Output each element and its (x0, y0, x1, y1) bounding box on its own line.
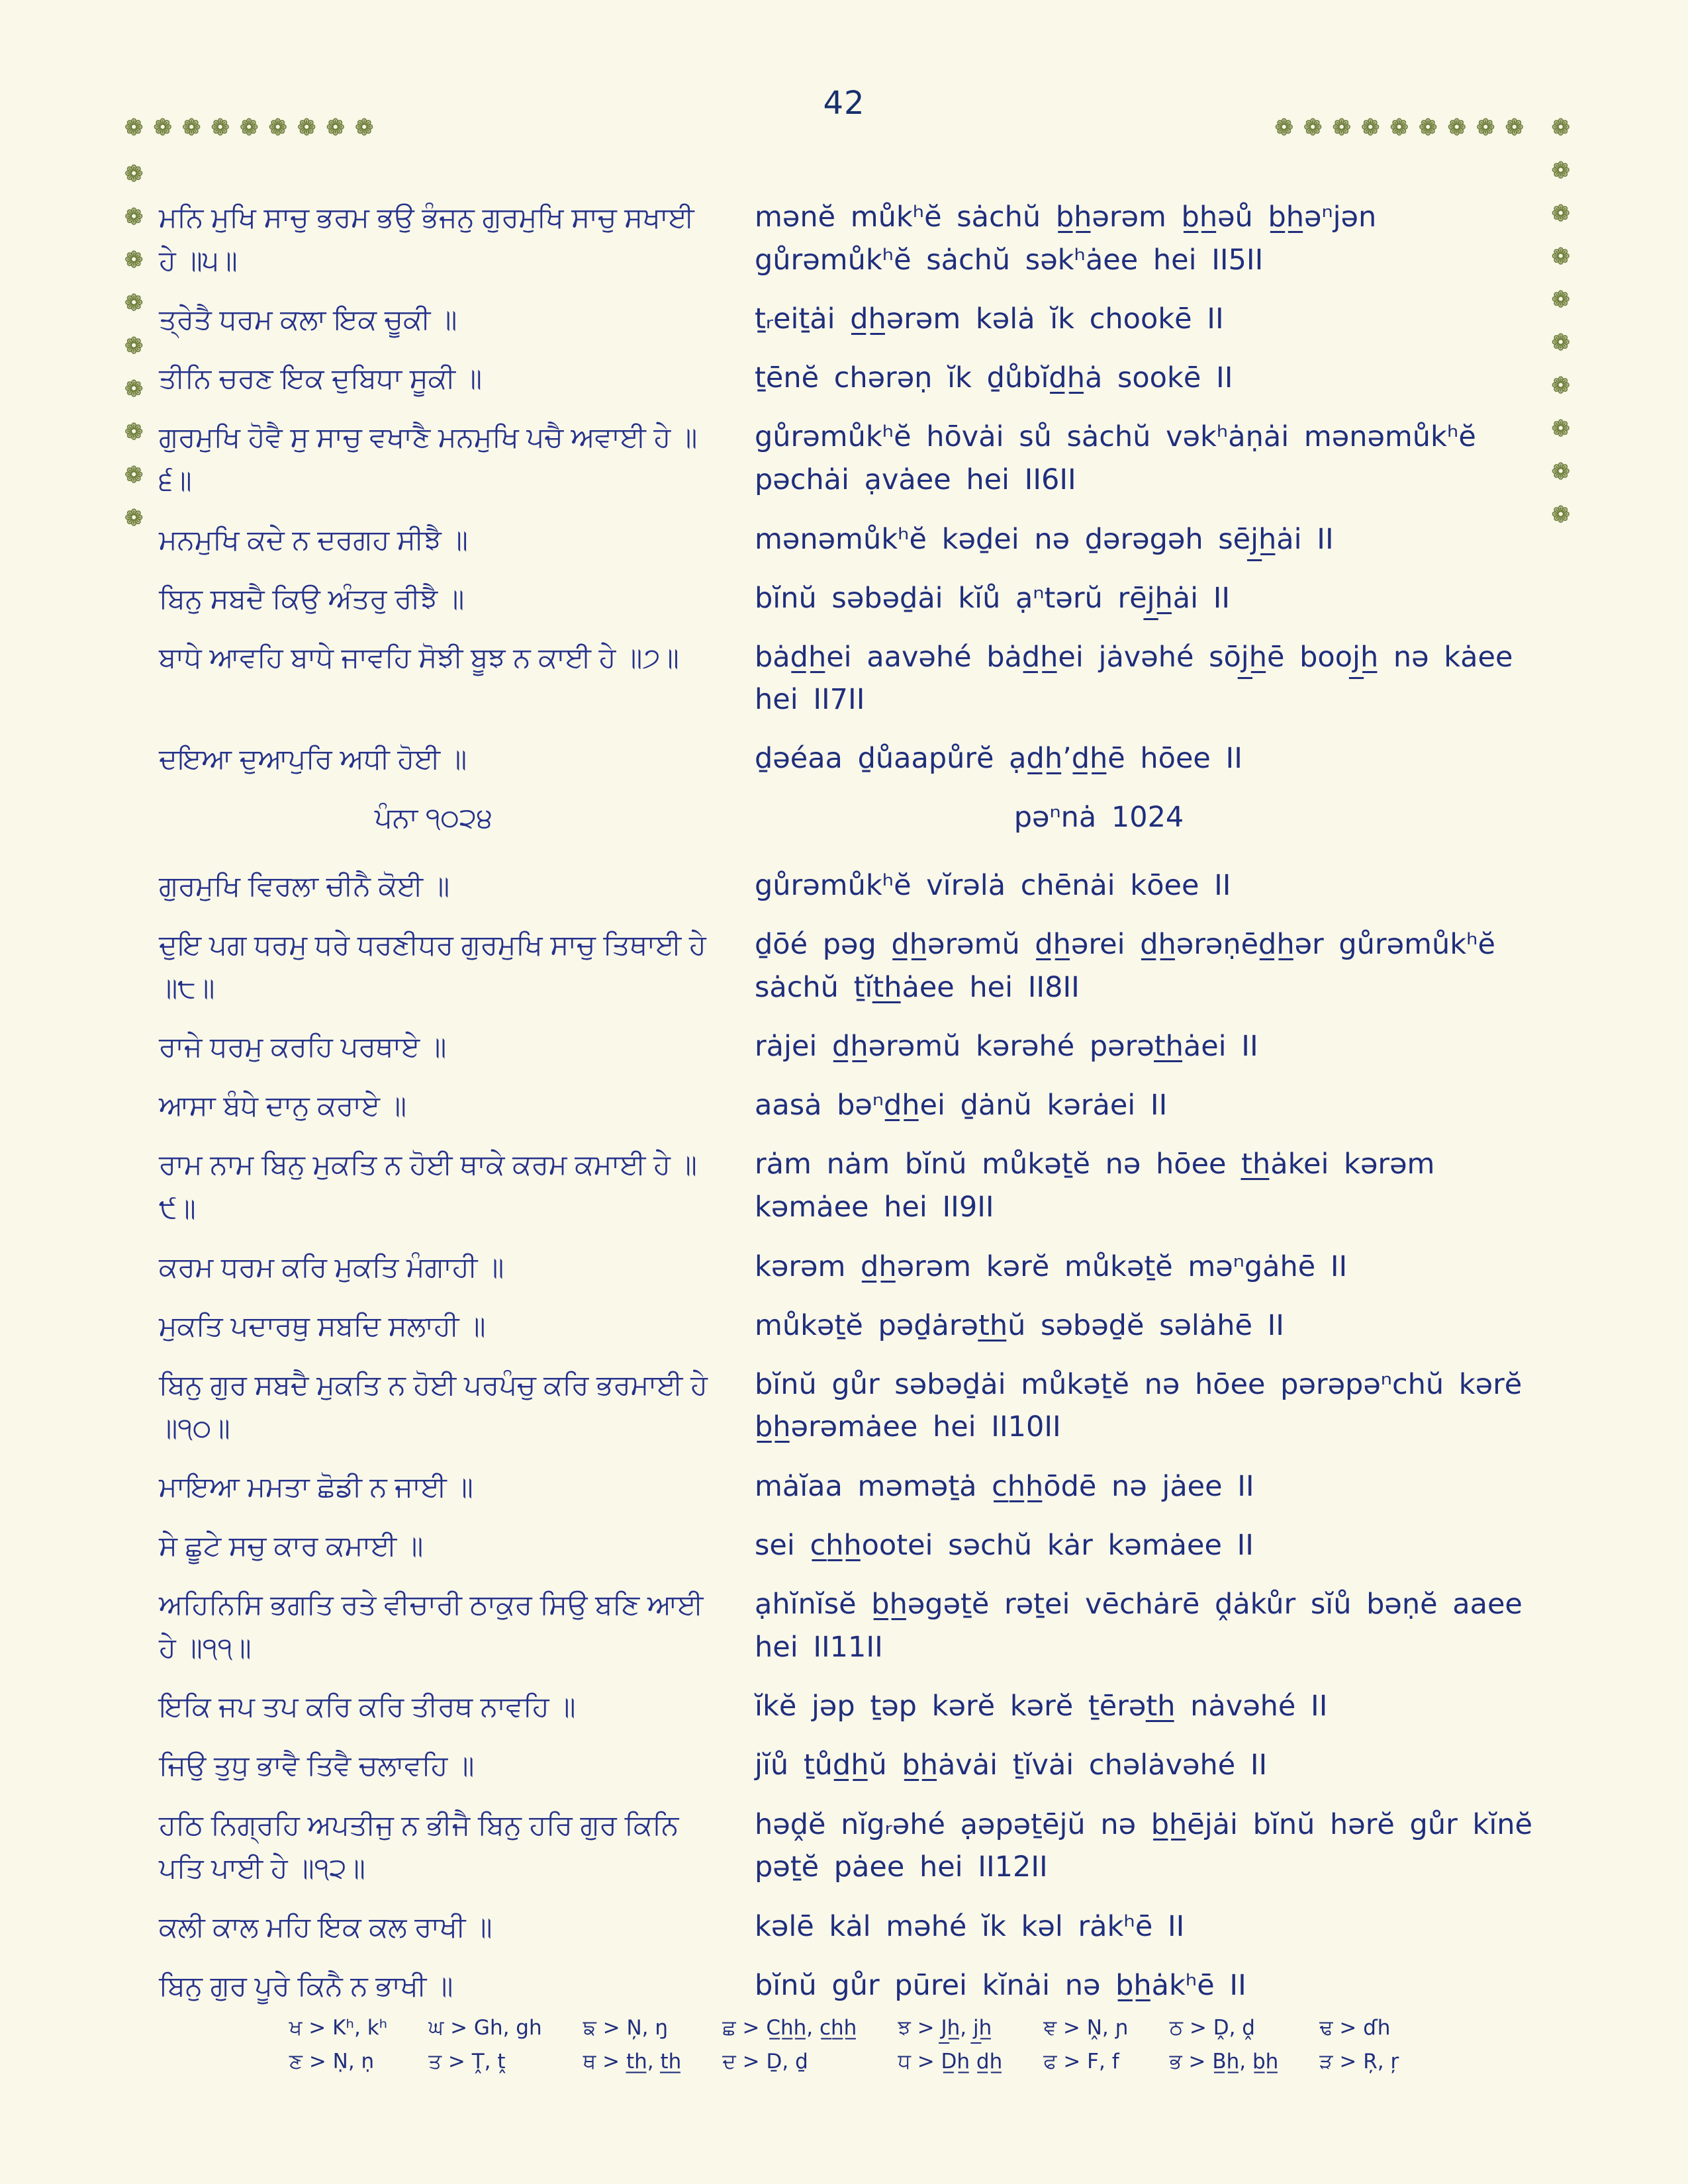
flower-icon: ❁ (211, 114, 230, 141)
flower-border-top-left (124, 116, 374, 139)
legend-item: ਠ > Ḓ, ḓ (1169, 2016, 1255, 2040)
transliteration-text: mȧĭaa məməṯȧ c̲h̲h̲ōdē nə jȧee II (755, 1469, 1254, 1503)
gurmukhi-text: ਕਰਮ ਧਰਮ ਕਰਿ ਮੁਕਤਿ ਮੰਗਾਹੀ ॥ (159, 1251, 504, 1283)
flower-icon: ❁ (1551, 114, 1570, 141)
gurmukhi-text: ਆਸਾ ਬੰਧੇ ਦਾਨੁ ਕਰਾਏ ॥ (159, 1090, 407, 1122)
verse-row (159, 1803, 1534, 1889)
verse-row (159, 1025, 1534, 1068)
verse-row (159, 1744, 1534, 1787)
flower-icon: ❁ (1551, 201, 1570, 227)
verse-row (159, 923, 1534, 1009)
verse-row (159, 1084, 1534, 1127)
page-number: 42 (823, 85, 865, 122)
flower-icon: ❁ (1505, 114, 1524, 141)
verse-row (159, 1143, 1534, 1229)
verse-row (159, 1246, 1534, 1289)
flower-icon: ❁ (124, 247, 144, 273)
gurmukhi-text: ਗੁਰਮੁਖਿ ਹੋਵੈ ਸੁ ਸਾਚੁ ਵਖਾਣੈ ਮਨਮੁਖਿ ਪਚੈ ਅਵਾਈ ਹੇ ॥੬॥ (159, 422, 698, 496)
legend-item: ਤ > Ṱ, ṱ (428, 2050, 506, 2073)
verse-row (159, 864, 1534, 907)
flower-icon: ❁ (124, 114, 144, 141)
gurmukhi-text: ਮਨਿ ਮੁਖਿ ਸਾਚੁ ਭਰਮ ਭਉ ਭੰਜਨੁ ਗੁਰਮੁਖਿ ਸਾਚੁ ਸਖਾਈ ਹੇ ॥੫॥ (159, 202, 694, 277)
transliteration-text: ĭkĕ jəp ṯəp kərĕ kərĕ ṯērət̲h̲ nȧvəhé II (755, 1690, 1328, 1723)
transliteration-text: gůrəmůkʰĕ vĭrəlȧ chēnȧi kōee II (755, 868, 1231, 902)
flower-icon: ❁ (1447, 114, 1466, 141)
flower-icon: ❁ (1551, 459, 1570, 485)
flower-icon: ❁ (1551, 158, 1570, 184)
verse-row (159, 1905, 1534, 1948)
transliteration-text: ṯᵣeiṯȧi d̲h̲ərəm kəlȧ ĭk chookē II (755, 302, 1224, 336)
flower-icon: ❁ (355, 114, 374, 141)
transliteration-text: həḓĕ nĭgᵣəhé ạəpəṯējŭ nə b̲h̲ējȧi bĭnŭ hərĕ gůr kĭnĕ pəṯĕ pȧee hei II12II (755, 1807, 1532, 1884)
gurmukhi-text: ਪੰਨਾ ੧੦੨੪ (374, 801, 493, 833)
verse-row (159, 416, 1534, 502)
legend-item: ਘ > Gh, gh (428, 2016, 542, 2040)
transliteration-text: rȧjei d̲h̲ərəmŭ kərəhé pərət̲h̲ȧei II (755, 1030, 1258, 1064)
gurmukhi-text: ਕਲੀ ਕਾਲ ਮਹਿ ਇਕ ਕਲ ਰਾਖੀ ॥ (159, 1911, 492, 1942)
flower-icon: ❁ (1274, 114, 1293, 141)
flower-icon: ❁ (124, 290, 144, 316)
transliteration-text: kəlē kȧl məhé ĭk kəl rȧkʰē II (755, 1909, 1185, 1943)
transliteration-text: kərəm d̲h̲ərəm kərĕ můkəṯĕ məⁿgȧhē II (755, 1250, 1348, 1283)
verse-row (159, 737, 1534, 780)
transliteration-text: ṯēnĕ chərəṇ ĭk ḏůbĭd̲h̲ȧ sookē II (755, 361, 1233, 395)
transliteration-text: gůrəmůkʰĕ hōvȧi sů sȧchŭ vəkʰȧṇȧi mənəmůkʰĕ pəchȧi ạvȧee hei II6II (755, 420, 1476, 496)
flower-icon: ❁ (1476, 114, 1495, 141)
verse-row (159, 1465, 1534, 1508)
flower-icon: ❁ (124, 333, 144, 359)
gurmukhi-text: ਰਾਜੇ ਧਰਮੁ ਕਰਹਿ ਪਰਥਾਏ ॥ (159, 1031, 447, 1063)
transliteration-text: ạhĭnĭsĕ b̲h̲əgəṯĕ rəṯei vēchȧrē ḓȧkůr sĭů bəṇĕ aaee hei II11II (755, 1588, 1523, 1664)
verse-row (159, 518, 1534, 561)
flower-icon: ❁ (124, 204, 144, 230)
legend-item: ਫ > F, f (1043, 2050, 1119, 2073)
gurmukhi-text: ਮਨਮੁਖਿ ਕਦੇ ਨ ਦਰਗਹ ਸੀਝੈ ॥ (159, 523, 468, 555)
flower-icon: ❁ (297, 114, 316, 141)
flower-icon: ❁ (1361, 114, 1380, 141)
transliteration-text: mənəmůkʰĕ kəḏei nə ḏərəgəh sēj̲h̲ȧi II (755, 522, 1334, 556)
legend-item: ਭ > B̲h̲, b̲h̲ (1169, 2050, 1279, 2073)
transliteration-text: ḏəéaa ḏůaapůrĕ ạd̲h̲’d̲h̲ē hōee II (755, 741, 1243, 775)
flower-icon: ❁ (240, 114, 259, 141)
flower-icon: ❁ (1551, 244, 1570, 270)
gurmukhi-text: ਜਿਉ ਤੁਧੁ ਭਾਵੈ ਤਿਵੈ ਚਲਾਵਹਿ ॥ (159, 1750, 475, 1782)
gurmukhi-text: ਤ੍ਰੇਤੈ ਧਰਮ ਕਲਾ ਇਕ ਚੂਕੀ ॥ (159, 304, 457, 336)
flower-icon: ❁ (153, 114, 172, 141)
transliteration-text: rȧm nȧm bĭnŭ můkəṯĕ nə hōee t̲h̲ȧkei kərəm kəmȧee hei II9II (755, 1148, 1435, 1224)
gurmukhi-text: ਗੁਰਮੁਖਿ ਵਿਰਲਾ ਚੀਨੈ ਕੋਈ ॥ (159, 870, 450, 901)
gurmukhi-text: ਅਹਿਨਿਸਿ ਭਗਤਿ ਰਤੇ ਵੀਚਾਰੀ ਠਾਕੁਰ ਸਿਉ ਬਣਿ ਆਈ ਹੇ ॥੧੧॥ (159, 1589, 704, 1664)
legend-item: ਝ > J̲h̲, j̲h̲ (898, 2016, 992, 2040)
gurmukhi-text: ਮਾਇਆ ਮਮਤਾ ਛੋਡੀ ਨ ਜਾਈ ॥ (159, 1471, 473, 1502)
flower-icon: ❁ (124, 161, 144, 187)
flower-border-top-right (1275, 116, 1524, 139)
verse-row (159, 1524, 1534, 1567)
gurmukhi-text: ਬਿਨੁ ਸਬਦੈ ਕਿਉ ਅੰਤਰੁ ਰੀਝੈ ॥ (159, 582, 465, 614)
transliteration-text: mənĕ můkʰĕ sȧchŭ b̲h̲ərəm b̲h̲əů b̲h̲əⁿjən gůrəmůkʰĕ sȧchŭ səkʰȧee hei II5II (755, 201, 1377, 277)
verse-row (159, 1583, 1534, 1669)
legend-item: ਛ > C̲h̲h̲, c̲h̲h̲ (722, 2016, 857, 2040)
legend-item: ਧ > D̲h̲ d̲h̲ (898, 2050, 1003, 2073)
transliteration-text: aasȧ bəⁿd̲h̲ei ḏȧnŭ kərȧei II (755, 1089, 1168, 1122)
page-break-row (159, 796, 1534, 839)
transliteration-text: můkəṯĕ pəḏȧrət̲h̲ŭ səbəḏĕ səlȧhē II (755, 1308, 1284, 1342)
verse-row (159, 1304, 1534, 1347)
transliteration-text: pəⁿnȧ 1024 (1013, 800, 1184, 834)
gurmukhi-text: ਰਾਮ ਨਾਮ ਬਿਨੁ ਮੁਕਤਿ ਨ ਹੋਈ ਥਾਕੇ ਕਰਮ ਕਮਾਈ ਹੇ ॥੯॥ (159, 1149, 697, 1224)
flower-icon: ❁ (124, 376, 144, 402)
flower-border-right (1552, 116, 1571, 526)
flower-icon: ❁ (1551, 287, 1570, 313)
flower-border-left (124, 163, 144, 529)
verse-row (159, 636, 1534, 721)
legend-item: ਞ > Ṋ, ɲ (1043, 2016, 1129, 2040)
verse-table (159, 196, 1534, 2002)
transliteration-text: bĭnŭ səbəḏȧi kĭů ạⁿtərŭ rēj̲h̲ȧi II (755, 581, 1231, 615)
gurmukhi-text: ਬਾਧੇ ਆਵਹਿ ਬਾਧੇ ਜਾਵਹਿ ਸੋਝੀ ਬੂਝ ਨ ਕਾਈ ਹੇ ॥੭॥ (159, 641, 679, 673)
transliteration-text: ḏōé pəg d̲h̲ərəmŭ d̲h̲ərei d̲h̲ərəṇēd̲h̲ər gůrəmůkʰĕ sȧchŭ ṯĭt̲h̲ȧee hei II8II (755, 928, 1495, 1004)
gurmukhi-text: ਤੀਨਿ ਚਰਣ ਇਕ ਦੁਬਿਧਾ ਸੂਕੀ ॥ (159, 363, 483, 394)
transliteration-text: bĭnŭ gůr səbəḏȧi můkəṯĕ nə hōee pərəpəⁿchŭ kərĕ b̲h̲ərəmȧee hei II10II (755, 1367, 1523, 1444)
verse-row (159, 357, 1534, 400)
flower-icon: ❁ (1551, 502, 1570, 528)
flower-icon: ❁ (326, 114, 345, 141)
verse-row (159, 1685, 1534, 1728)
flower-icon: ❁ (1551, 330, 1570, 356)
flower-icon: ❁ (124, 462, 144, 488)
gurmukhi-text: ਦੁਇ ਪਗ ਧਰਮੁ ਧਰੇ ਧਰਣੀਧਰ ਗੁਰਮੁਖਿ ਸਾਚੁ ਤਿਥਾਈ ਹੇ ॥੮॥ (159, 929, 706, 1004)
flower-icon: ❁ (268, 114, 287, 141)
flower-icon: ❁ (124, 419, 144, 445)
transliteration-text: bȧd̲h̲ei aavəhé bȧd̲h̲ei jȧvəhé sōj̲h̲ē booj̲h̲ nə kȧee hei II7II (755, 640, 1513, 717)
verse-row (159, 196, 1534, 282)
gurmukhi-text: ਮੁਕਤਿ ਪਦਾਰਥੁ ਸਬਦਿ ਸਲਾਹੀ ॥ (159, 1310, 486, 1342)
flower-icon: ❁ (124, 505, 144, 531)
legend-item: ਣ > Ṇ, ṇ (289, 2050, 375, 2073)
verse-row (159, 298, 1534, 341)
legend-item: ਙ > Ņ, ŋ (583, 2016, 668, 2040)
flower-icon: ❁ (1332, 114, 1351, 141)
flower-icon: ❁ (1303, 114, 1323, 141)
gurmukhi-text: ਹਠਿ ਨਿਗ੍ਰਹਿ ਅਪਤੀਜੁ ਨ ਭੀਜੈ ਬਿਨੁ ਹਰਿ ਗੁਰ ਕਿਨਿ ਪਤਿ ਪਾਈ ਹੇ ॥੧੨॥ (159, 1809, 679, 1884)
transliteration-text: sei c̲h̲h̲ootei səchŭ kȧr kəmȧee II (755, 1529, 1254, 1563)
flower-icon: ❁ (1551, 416, 1570, 442)
flower-icon: ❁ (1389, 114, 1409, 141)
gurmukhi-text: ਦਇਆ ਦੁਆਪੁਰਿ ਅਧੀ ਹੋਈ ॥ (159, 743, 467, 774)
flower-icon: ❁ (1419, 114, 1438, 141)
verse-row (159, 1363, 1534, 1449)
legend-item: ਖ > Kʰ, kʰ (289, 2016, 388, 2040)
transliteration-legend (0, 2016, 1688, 2074)
transliteration-text: bĭnŭ gůr pūrei kĭnȧi nə b̲h̲ȧkʰē II (755, 1968, 1246, 2002)
transliteration-text: jĭů ṯůd̲h̲ŭ b̲h̲ȧvȧi ṯĭvȧi chəlȧvəhé II (755, 1749, 1268, 1782)
gurmukhi-text: ਇਕਿ ਜਪ ਤਪ ਕਰਿ ਕਰਿ ਤੀਰਥ ਨਾਵਹਿ ॥ (159, 1691, 576, 1723)
gurmukhi-text: ਬਿਨੁ ਗੁਰ ਸਬਦੈ ਮੁਕਤਿ ਨ ਹੋਈ ਪਰਪੰਚੁ ਕਰਿ ਭਰਮਾਈ ਹੇ ॥੧੦॥ (159, 1369, 708, 1443)
flower-icon: ❁ (182, 114, 201, 141)
flower-icon: ❁ (1551, 373, 1570, 399)
gurmukhi-text: ਬਿਨੁ ਗੁਰ ਪੂਰੇ ਕਿਨੈ ਨ ਭਾਖੀ ॥ (159, 1970, 453, 2001)
legend-item: ਢ > ɗh (1319, 2016, 1391, 2040)
verse-row (159, 577, 1534, 620)
legend-item: ਥ > t̲h̲, t̲h̲ (583, 2050, 682, 2073)
verse-row (159, 1964, 1534, 2007)
gurmukhi-text: ਸੇ ਛੂਟੇ ਸਚੁ ਕਾਰ ਕਮਾਈ ॥ (159, 1530, 424, 1562)
legend-item: ੜ > Ŗ, ŗ (1319, 2050, 1399, 2073)
legend-item: ਦ > Ḏ, ḏ (722, 2050, 808, 2073)
